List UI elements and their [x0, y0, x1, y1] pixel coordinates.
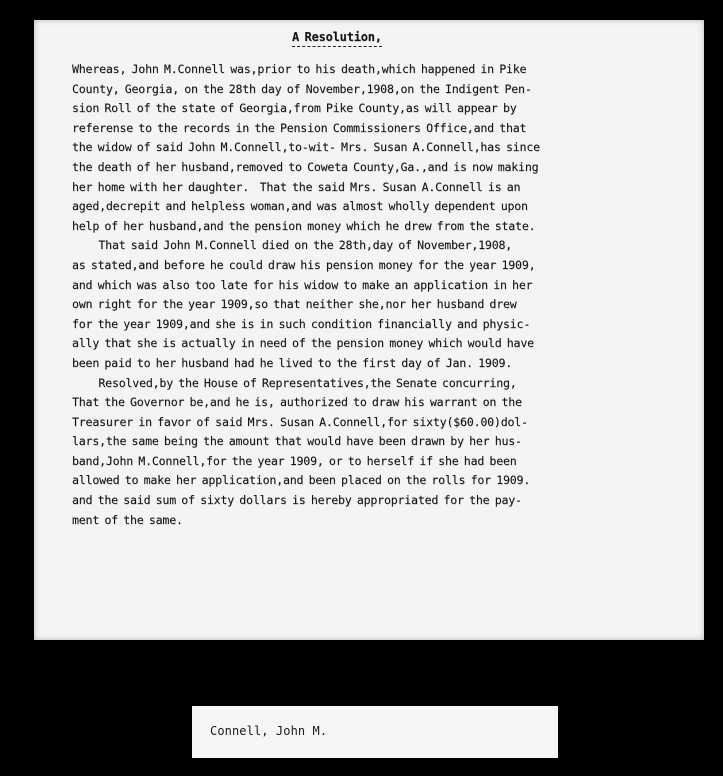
body-line: lars,the same being the amount that would have been drawn by her hus-: [72, 434, 522, 449]
document-body: [72, 60, 702, 530]
body-line: County, Georgia, on the 28th day of November,1908,on the Indigent Pen-: [72, 81, 532, 96]
body-line: band,John M.Connell,for the year 1909, or to herself if she had been: [72, 453, 517, 468]
body-line: been paid to her husband had he lived to the first day of Jan. 1909.: [72, 355, 513, 370]
body-line: sion Roll of the state of Georgia,from Pike County,as will appear by: [72, 101, 517, 116]
body-line: the widow of said John M.Connell,to-wit- Mrs. Susan A.Connell,has since: [72, 140, 540, 155]
body-line: and which was also too late for his widow to make an application in her: [72, 277, 533, 292]
body-line: referense to the records in the Pension Commissioners Office,and that: [72, 120, 527, 135]
body-line: Whereas, John M.Connell was,prior to his death,which happened in Pike: [72, 62, 527, 76]
body-line: allowed to make her application,and been placed on the rolls for 1909.: [72, 473, 531, 488]
body-line: That the Governor be,and he is, authorized to draw his warrant on the: [72, 395, 522, 410]
body-line: her home with her daughter. That the said Mrs. Susan A.Connell is an: [72, 179, 521, 194]
body-line: as stated,and before he could draw his pension money for the year 1909,: [72, 257, 536, 272]
body-line: for the year 1909,and she is in such condition financially and physic-: [72, 316, 531, 331]
body-line: and the said sum of sixty dollars is hereby appropriated for the pay-: [72, 493, 522, 508]
document-title: A Resolution,: [292, 28, 382, 47]
body-line: ment of the same.: [72, 512, 183, 527]
name-label: Connell, John M.: [210, 724, 328, 738]
body-line: the death of her husband,removed to Coweta County,Ga.,and is now making: [72, 159, 539, 174]
body-line: That said John M.Connell died on the 28th,day of November,1908,: [72, 238, 513, 253]
body-line: own right for the year 1909,so that neither she,nor her husband drew: [72, 297, 517, 312]
body-line: Resolved,by the House of Representatives,the Senate concurring,: [72, 375, 517, 390]
name-label-card: [192, 706, 558, 758]
body-line: aged,decrepit and helpless woman,and was almost wholly dependent upon: [72, 199, 528, 214]
document-page: [34, 20, 704, 640]
body-line: ally that she is actually in need of the pension money which would have: [72, 336, 534, 351]
body-line: Treasurer in favor of said Mrs. Susan A.Connell,for sixty($60.00)dol-: [72, 414, 528, 429]
body-line: help of her husband,and the pension money which he drew from the state.: [72, 218, 536, 233]
